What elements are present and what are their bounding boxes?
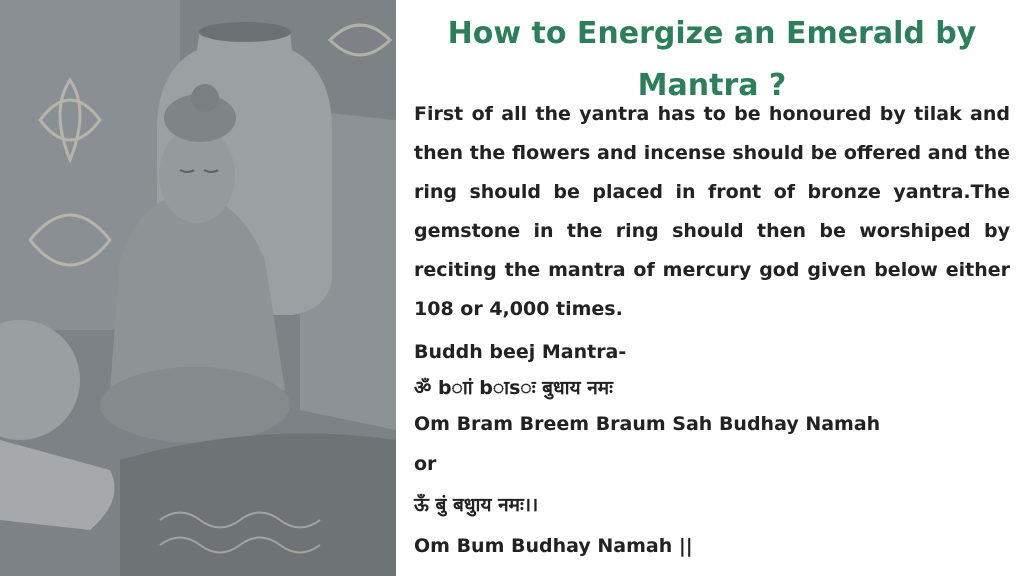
mantra-roman-2: Om Bum Budhay Namah || <box>414 535 693 557</box>
text-panel <box>414 0 1010 576</box>
page-title: How to Energize an Emerald by Mantra ? <box>447 16 977 103</box>
instructions-paragraph: First of all the yantra has to be honoured by tilak and then the flowers and incense should be offered and the ring should be placed in front of bronze yantra.The gemstone in the ring should then be worshiped by reciting the mantra of mercury god given below either 108 or 4,000 times. <box>414 103 1010 320</box>
mantra-roman-1: Om Bram Breem Braum Sah Budhay Namah <box>414 413 881 435</box>
mantra-heading: Buddh beej Mantra- <box>414 341 627 363</box>
separator-or: or <box>414 453 437 475</box>
mantra-devanagari-1: ॐ bाां bाsः बुधाय नमः <box>414 377 613 399</box>
mantra-devanagari-2: ऊँ बुं बधुाय नमः।। <box>414 494 539 516</box>
buddha-statue-illustration <box>0 0 396 576</box>
buddha-statue-photo <box>0 0 396 576</box>
